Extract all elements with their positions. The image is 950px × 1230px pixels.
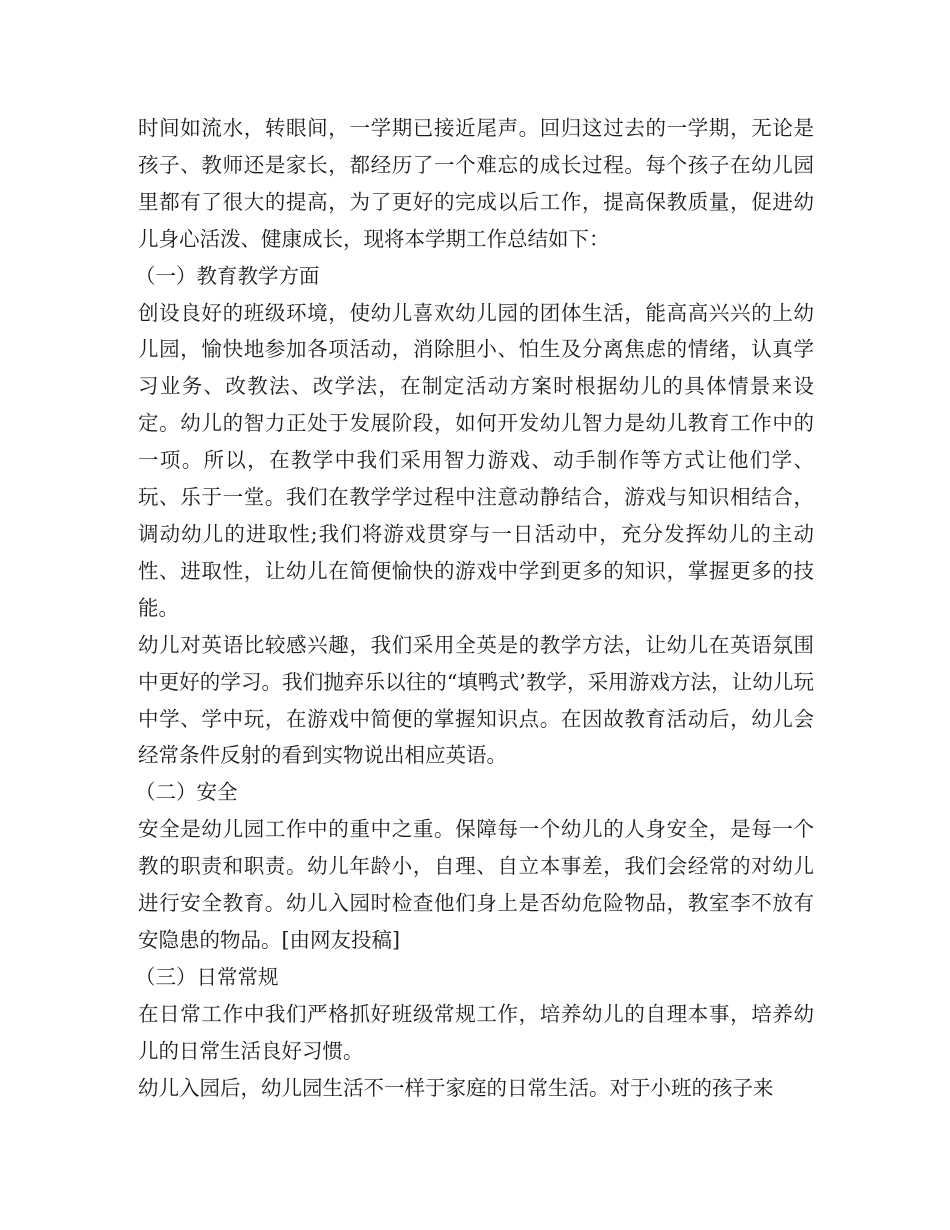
paragraph-routine: 在日常工作中我们严格抓好班级常规工作，培养幼儿的自理本事，培养幼儿的日常生活良好习惯。 — [138, 1001, 814, 1063]
paragraph-safety: 安全是幼儿园工作中的重中之重。保障每一个幼儿的人身安全，是每一个教的职责和职责。幼儿年龄小，自理、自立本事差，我们会经常的对幼儿进行安全教育。幼儿入园时检查他们身上是否幼危险物品，教室李不放有安隐患的物品。[由网友投稿] — [138, 817, 814, 952]
intro-paragraph: 时间如流水，转眼间，一学期已接近尾声。回归这过去的一学期，无论是孩子、教师还是家长，都经历了一个难忘的成长过程。每个孩子在幼儿园里都有了很大的提高，为了更好的完成以后工作，提高保教质量，促进幼儿身心活泼、健康成长，现将本学期工作总结如下： — [138, 116, 814, 251]
paragraph-english: 幼儿对英语比较感兴趣，我们采用全英是的教学方法，让幼儿在英语氛围中更好的学习。我们抛弃乐以往的“填鸭式’教学，采用游戏方法，让幼儿玩中学、学中玩，在游戏中简便的掌握知识点。在因故教育活动后，幼儿会经常条件反射的看到实物说出相应英语。 — [138, 632, 814, 768]
section-heading-safety: （二）安全 — [135, 780, 238, 805]
section-heading-education: （一）教育教学方面 — [135, 263, 320, 288]
paragraph-environment: 创设良好的班级环境，使幼儿喜欢幼儿园的团体生活，能高高兴兴的上幼儿园，愉快地参加各项活动，消除胆小、怕生及分离焦虑的情绪，认真学习业务、改教法、改学法，在制定活动方案时根据幼儿的具体情景来设定。幼儿的智力正处于发展阶段，如何开发幼儿智力是幼儿教育工作中的一项。所以，在教学中我们采用智力游戏、动手制作等方式让他们学、玩、乐于一堂。我们在教学学过程中注意动静结合，游戏与知识相结合，调动幼儿的进取性;我们将游戏贯穿与一日活动中，充分发挥幼儿的主动性、进取性，让幼儿在简便愉快的游戏中学到更多的知识，掌握更多的技能。 — [138, 300, 814, 620]
section-heading-routine: （三）日常常规 — [135, 964, 279, 989]
document-body — [135, 110, 814, 1106]
paragraph-entry: 幼儿入园后，幼儿园生活不一样于家庭的日常生活。对于小班的孩子来 — [138, 1075, 774, 1100]
